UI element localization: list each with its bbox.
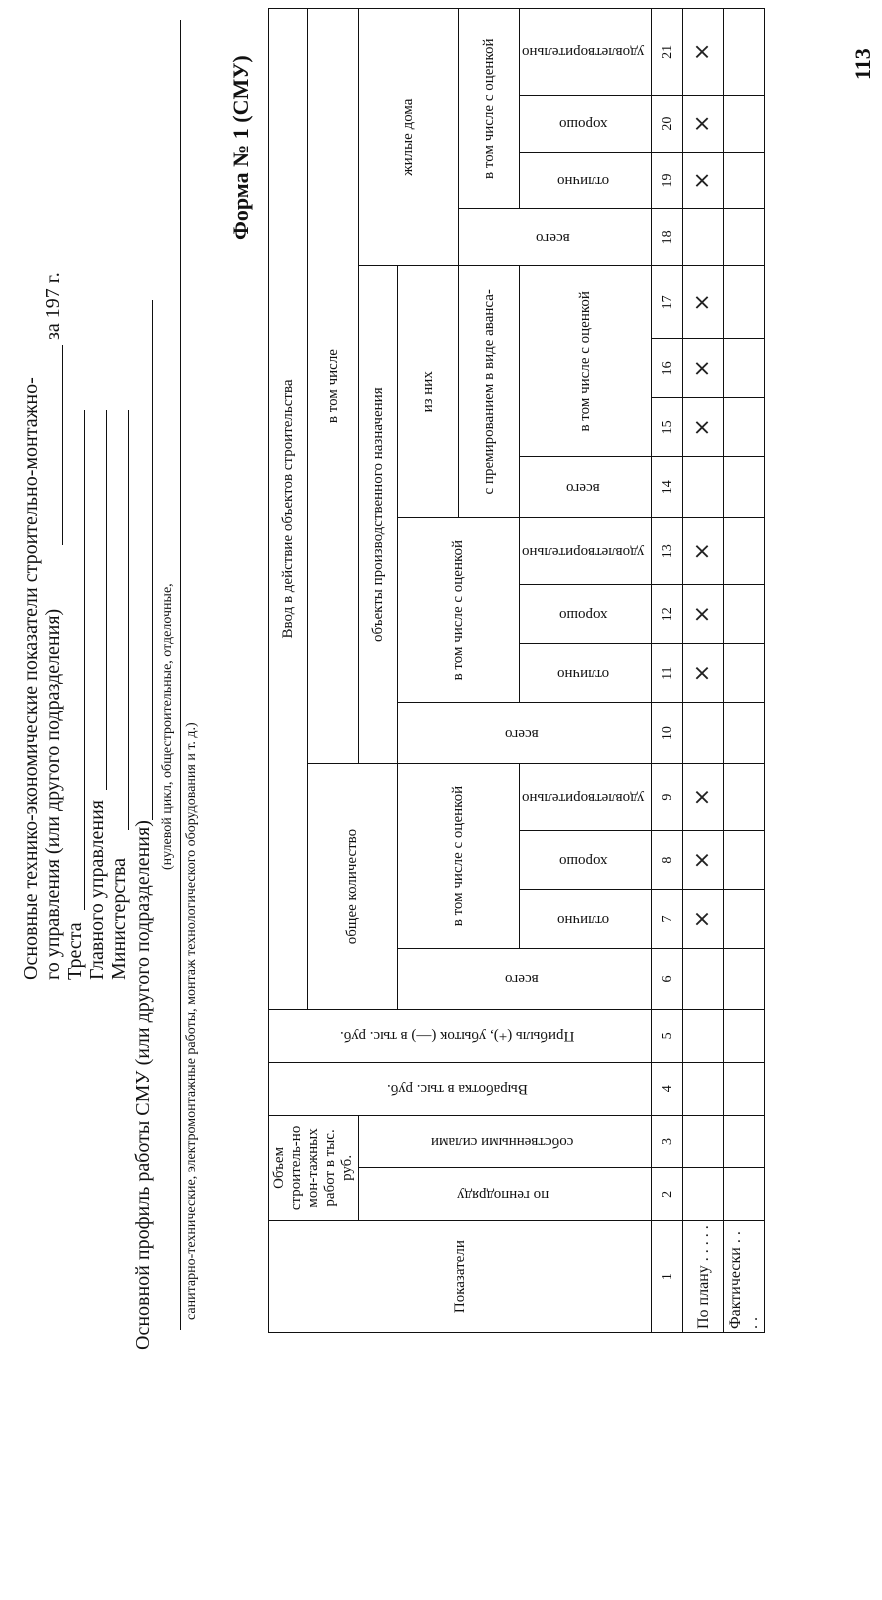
column-number: 8 xyxy=(652,831,683,890)
table-cell xyxy=(683,831,724,890)
table-cell xyxy=(683,1009,724,1062)
table-cell xyxy=(683,209,724,266)
cross-mark: × xyxy=(689,542,715,561)
table-cell xyxy=(724,890,765,949)
works-line: санитарно-технические, электромонтажные работы, монтаж технологического оборудования и т. д.) xyxy=(184,722,199,1320)
table-row xyxy=(724,9,765,1333)
profile-blank xyxy=(152,300,153,820)
row-label: Фактически . . . . xyxy=(724,1221,765,1333)
ministry-label: Министерства xyxy=(108,857,130,980)
table-cell xyxy=(724,585,765,644)
table-cell xyxy=(683,398,724,457)
column-number: 18 xyxy=(652,209,683,266)
table-cell xyxy=(683,948,724,1009)
res-good: хорошо xyxy=(520,95,652,152)
table-cell xyxy=(724,1062,765,1115)
table-cell xyxy=(724,398,765,457)
col-header-general-contract: по генподряду xyxy=(359,1168,652,1221)
column-number: 13 xyxy=(652,518,683,585)
header-period: за 197 г. xyxy=(42,272,64,340)
bonus-total: всего xyxy=(520,457,652,518)
total-count-total: всего xyxy=(398,948,652,1009)
col-header-profit: Прибыль (+), убыток (—) в тыс. руб. xyxy=(269,1009,652,1062)
table-cell xyxy=(683,703,724,764)
col-header-production-objects: объекты производственного назначения xyxy=(359,266,398,764)
cross-mark: × xyxy=(689,663,715,683)
profile-note: (нулевой цикл, общестроительные, отделочные, xyxy=(160,583,175,870)
table-cell xyxy=(724,266,765,339)
table-cell xyxy=(683,1062,724,1115)
header-line-2: го управления (или другого подразделения) xyxy=(42,608,64,980)
table-cell xyxy=(683,152,724,209)
column-number: 1 xyxy=(652,1221,683,1333)
page-number: 113 xyxy=(850,48,875,80)
tc-satisfactory: удовлетворительно xyxy=(520,764,652,831)
col-header-volume: Объем строитель-но мон-тажных работ в тыс. руб. xyxy=(269,1115,359,1221)
cross-mark: × xyxy=(689,359,715,378)
col-header-including: в том числе xyxy=(308,9,359,764)
column-number: 10 xyxy=(652,703,683,764)
res-total: всего xyxy=(459,209,652,266)
table-cell xyxy=(724,1115,765,1168)
cross-mark: × xyxy=(689,909,715,929)
res-rated: в том числе с оценкой xyxy=(459,9,520,209)
table-cell xyxy=(683,1168,724,1221)
cross-mark: × xyxy=(689,787,715,807)
trust-label: Треста xyxy=(64,922,86,980)
blank-period-line xyxy=(62,345,63,545)
header-line-1: Основные технико-экономические показатели строительно-монтажно- xyxy=(20,377,42,980)
column-number: 11 xyxy=(652,644,683,703)
table-cell xyxy=(724,9,765,96)
table-cell xyxy=(724,1168,765,1221)
prod-rated: в том числе с оценкой xyxy=(398,518,520,703)
column-number: 9 xyxy=(652,764,683,831)
table-cell xyxy=(724,1009,765,1062)
tc-good: хорошо xyxy=(520,831,652,890)
table-cell xyxy=(683,9,724,96)
main-directorate-blank xyxy=(106,410,107,790)
column-number: 3 xyxy=(652,1115,683,1168)
table-cell xyxy=(724,152,765,209)
cross-mark: × xyxy=(689,850,715,870)
form-title: Форма № 1 (СМУ) xyxy=(228,55,253,240)
profile-label: Основной профиль работы СМУ (или другого подразделения) xyxy=(132,820,154,1350)
cross-mark: × xyxy=(689,114,715,133)
column-number: 16 xyxy=(652,339,683,398)
cross-mark: × xyxy=(689,418,715,437)
table-cell xyxy=(724,831,765,890)
column-number: 21 xyxy=(652,9,683,96)
column-number: 17 xyxy=(652,266,683,339)
table-cell xyxy=(724,644,765,703)
column-number: 6 xyxy=(652,948,683,1009)
profile-note-rule xyxy=(180,20,181,1330)
table-cell xyxy=(724,764,765,831)
row-label: По плану . . . . . xyxy=(683,1221,724,1333)
col-header-total-count: общее количество xyxy=(308,764,398,1010)
col-header-output: Выработка в тыс. руб. xyxy=(269,1062,652,1115)
table-cell xyxy=(683,890,724,949)
column-number: 5 xyxy=(652,1009,683,1062)
cross-mark: × xyxy=(689,293,715,312)
column-number: 20 xyxy=(652,95,683,152)
table-cell xyxy=(724,948,765,1009)
table-cell xyxy=(724,339,765,398)
column-number: 19 xyxy=(652,152,683,209)
prod-total: всего xyxy=(398,703,652,764)
table-cell xyxy=(683,457,724,518)
table-row xyxy=(683,9,724,1333)
table-cell xyxy=(683,95,724,152)
cross-mark: × xyxy=(689,171,715,190)
ministry-blank xyxy=(128,410,129,830)
table-cell xyxy=(724,703,765,764)
main-directorate-label: Главного управления xyxy=(86,800,108,980)
column-number: 12 xyxy=(652,585,683,644)
prod-excellent: отлично xyxy=(520,644,652,703)
col-header-bonus-advance: с премированием в виде аванса- xyxy=(459,266,520,518)
col-header-own-forces: собственными силами xyxy=(359,1115,652,1168)
column-number: 15 xyxy=(652,398,683,457)
table-cell xyxy=(683,585,724,644)
table-cell xyxy=(683,339,724,398)
col-header-of-them: из них xyxy=(398,266,459,518)
table-cell xyxy=(683,764,724,831)
table-cell xyxy=(724,95,765,152)
table-cell xyxy=(724,518,765,585)
cross-mark: × xyxy=(689,42,715,62)
table-cell xyxy=(724,457,765,518)
tc-excellent: отлично xyxy=(520,890,652,949)
col-header-residential: жилые дома xyxy=(359,9,459,266)
table-cell xyxy=(683,518,724,585)
trust-blank xyxy=(84,410,85,910)
col-header-indicators: Показатели xyxy=(269,1221,652,1333)
column-number: 7 xyxy=(652,890,683,949)
cross-mark: × xyxy=(689,605,715,624)
column-number: 4 xyxy=(652,1062,683,1115)
table-cell xyxy=(683,644,724,703)
bonus-rated: в том числе с оценкой xyxy=(520,266,652,457)
column-numbers-row xyxy=(652,9,683,1333)
table-cell xyxy=(683,266,724,339)
res-satisfactory: удовлетворительно xyxy=(520,9,652,96)
table-cell xyxy=(683,1115,724,1168)
total-count-rated: в том числе с оценкой xyxy=(398,764,520,949)
table-cell xyxy=(724,209,765,266)
column-number: 2 xyxy=(652,1168,683,1221)
res-excellent: отлично xyxy=(520,152,652,209)
column-number: 14 xyxy=(652,457,683,518)
prod-satisfactory: удовлетворительно xyxy=(520,518,652,585)
col-header-commissioning: Ввод в действие объектов строительства xyxy=(269,9,308,1010)
indicators-table xyxy=(268,8,765,1333)
prod-good: хорошо xyxy=(520,585,652,644)
